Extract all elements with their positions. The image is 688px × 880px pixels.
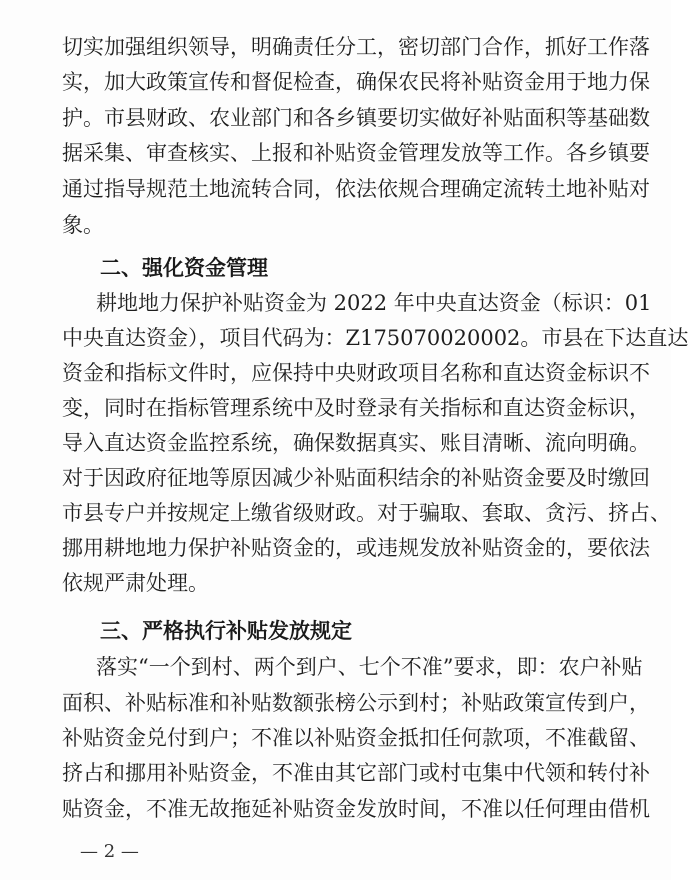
paragraph-2-line-2: 中央直达资金），项目代码为：Z175070020002。市县在下达直达: [62, 326, 688, 350]
paragraph-2-line-7: 市县专户并按规定上缴省级财政。对于骗取、套取、贪污、挤占、: [62, 501, 671, 525]
paragraph-2-line-4: 变，同时在指标管理系统中及时登录有关指标和直达资金标识，: [62, 396, 650, 420]
section-heading-3: 三、严格执行补贴发放规定: [100, 619, 352, 643]
paragraph-2-line-6: 对于因政府征地等原因减少补贴面积结余的补贴资金要及时缴回: [62, 466, 650, 490]
paragraph-3-line-5: 贴资金，不准无故拖延补贴资金发放时间，不准以任何理由借机: [62, 797, 650, 821]
paragraph-3-line-1: 落实“一个到村、两个到户、七个不准”要求，即：农户补贴: [96, 655, 643, 679]
paragraph-3-line-2: 面积、补贴标准和补贴数额张榜公示到村；补贴政策宣传到户，: [62, 691, 650, 715]
paragraph-1-line-4: 据采集、审查核实、上报和补贴资金管理发放等工作。各乡镇要: [62, 141, 650, 165]
paragraph-3-line-4: 挤占和挪用补贴资金，不准由其它部门或村屯集中代领和转付补: [62, 761, 650, 785]
paragraph-2-line-1: 耕地地力保护补贴资金为 2022 年中央直达资金（标识：01: [96, 291, 652, 315]
paragraph-1-line-6: 象。: [62, 213, 104, 237]
paragraph-3-line-3: 补贴资金兑付到户；不准以补贴资金抵扣任何款项，不准截留、: [62, 726, 650, 750]
paragraph-1-line-3: 护。市县财政、农业部门和各乡镇要切实做好补贴面积等基础数: [62, 106, 650, 130]
paragraph-1-line-5: 通过指导规范土地流转合同，依法依规合理确定流转土地补贴对: [62, 177, 650, 201]
section-heading-2: 二、强化资金管理: [100, 256, 268, 280]
paragraph-2-line-3: 资金和指标文件时，应保持中央财政项目名称和直达资金标识不: [62, 361, 650, 385]
paragraph-1-line-1: 切实加强组织领导，明确责任分工，密切部门合作，抓好工作落: [62, 35, 650, 59]
paragraph-1-line-2: 实，加大政策宣传和督促检查，确保农民将补贴资金用于地力保: [62, 70, 650, 94]
paragraph-2-line-9: 依规严肃处理。: [62, 571, 209, 595]
page-number: — 2 —: [80, 841, 139, 862]
paragraph-2-line-5: 导入直达资金监控系统，确保数据真实、账目清晰、流向明确。: [62, 431, 650, 455]
paragraph-2-line-8: 挪用耕地地力保护补贴资金的，或违规发放补贴资金的，要依法: [62, 536, 650, 560]
